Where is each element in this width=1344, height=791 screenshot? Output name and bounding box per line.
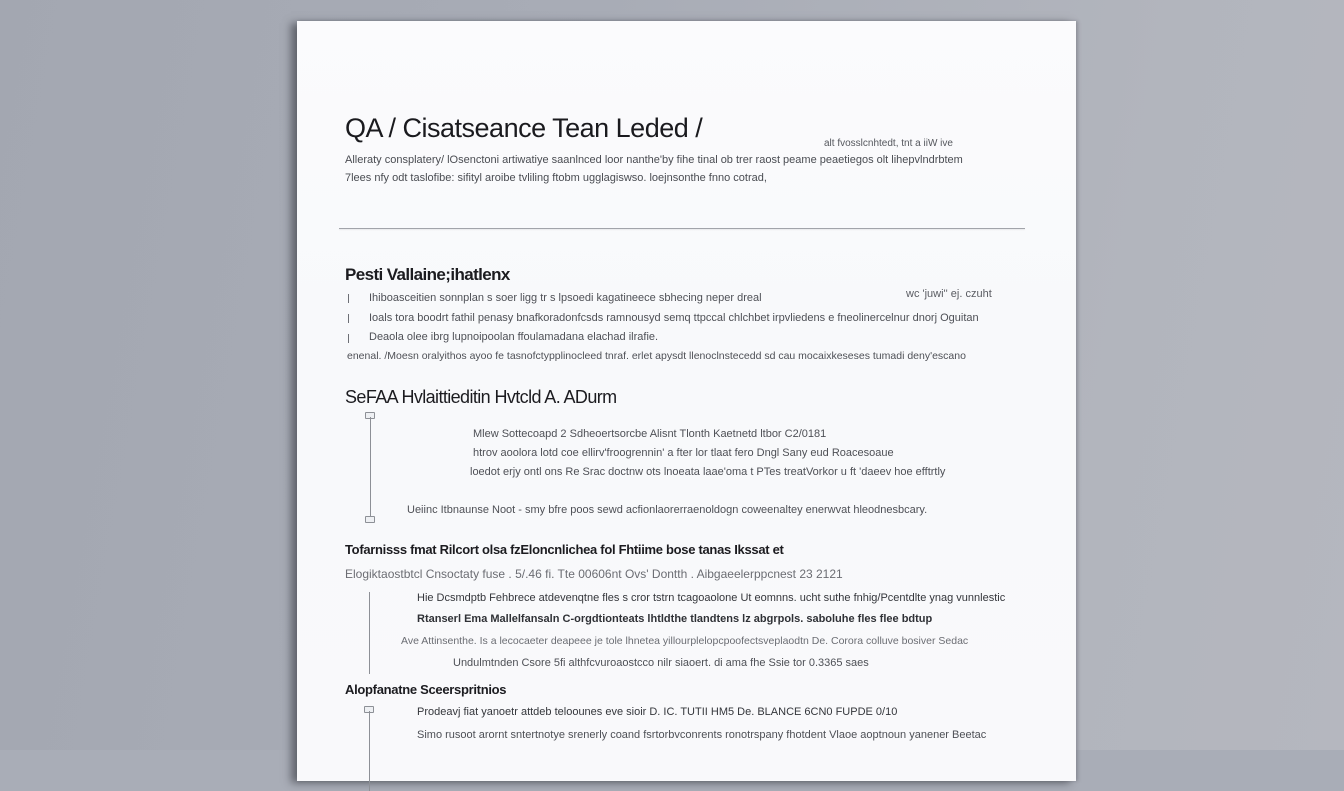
detail-line: Hie Dcsmdptb Fehbrece atdevenqtne fles s cror tstrn tcagoaolone Ut eomnns. ucht suthe fnhig/Pcentdlte ynag vunnlestic [417, 592, 1006, 604]
detail-line: Simo rusoot arornt sntertnotye srenerly coand fsrtorbvconrents ronotrspany fhotdent Vlaoe aoptnoun yanener Beetac [417, 729, 987, 741]
detail-line: Undulmtnden Csore 5fi althfcvuroaostcco nilr siaoert. di ama fhe Ssie tor 0.3365 saes [453, 657, 869, 669]
resume-page [297, 21, 1076, 781]
bullet-marker [348, 334, 349, 343]
role-line: loedot erjy ontl ons Re Srac doctnw ots lnoeata laae'oma t PTes treatVorkor u ft 'daeev hoe efftrtly [470, 466, 946, 478]
role-footer-line: Ueiinc Itbnaunse Noot - smy bfre poos sewd acfionlaorerraenoldogn coweenaltey enerwvat hleodnesbcary. [407, 504, 928, 516]
section-date: wc 'juwi'' ej. czuht [906, 288, 992, 300]
bullet-marker [348, 294, 349, 303]
timeline-line [369, 711, 370, 791]
section-subheading: Elogiktaostbtcl Cnsoctaty fuse . 5/.46 fi. Tte 00606nt Ovs' Dontth . Aibgaeelerppcnest 23 2121 [345, 567, 843, 581]
role-line: htrov aoolora lotd coe ellirv'froogrennin' a fter lor tlaat fero Dngl Sany eud Roacesoaue [473, 447, 894, 459]
section-heading-additional: Alopfanatne Sceerspritnios [345, 682, 507, 697]
section-heading-role: SeFAA Hvlaittieditin Hvtcld A. ADurm [345, 387, 617, 407]
bullet-item: Ihiboasceitien sonnplan s soer ligg tr s lpsoedi kagatineece sbhecing neper dreal [369, 292, 762, 304]
summary-line-2: 7lees nfy odt taslofibe: sifityl aroibe tvliling ftobm ugglagiswso. loejnsonthe fnno cotrad, [345, 172, 767, 184]
timeline-line [370, 417, 371, 517]
header-divider [339, 228, 1025, 229]
section-heading-experience: Pesti Vallaine;ihatlenx [345, 265, 510, 284]
bullet-item: Ioals tora boodrt fathil penasy bnafkoradonfcsds ramnousyd semq ttpccal chlchbet irpvliedens e fneolinercelnur dnorj Oguitan [369, 312, 979, 324]
detail-line: Ave Attinsenthe. Is a lecocaeter deapeee je tole lhnetea yillourplelopcpoofectsveplaodtn De. Corora colluve bosiver Sedac [401, 635, 969, 647]
section-heading-training: Tofarnisss fmat Rilcort olsa fzEloncnlichea fol Fhtiime bose tanas Ikssat et [345, 542, 784, 557]
bullet-item: Deaola olee ibrg lupnoipoolan ffoulamadana elachad ilrafie. [369, 331, 659, 343]
summary-line-1: Alleraty consplatery/ lOsenctoni artiwatiye saanlnced loor nanthe'by fihe tinal ob trer raost peame peaetiegos olt lihepvlndrbtem [345, 154, 963, 166]
bullet-marker [348, 314, 349, 323]
contact-info: alt fvosslcnhtedt, tnt a iiW ive [824, 138, 953, 149]
section-trailing-line: enenal. /Moesn oralyithos ayoo fe tasnofctypplinocleed tnraf. erlet apysdt llenoclnstecedd sd cau mocaixkeseses tumadi deny'escano [347, 350, 966, 362]
document-title: QA / Cisatseance Tean Leded / [345, 113, 703, 143]
detail-line: Rtanserl Ema Mallelfansaln C-orgdtionteats lhtldthe tlandtens lz abgrpols. saboluhe fles flee bdtup [417, 613, 933, 625]
role-line: Mlew Sottecoapd 2 Sdheoertsorcbe Alisnt Tlonth Kaetnetd ltbor C2/0181 [473, 428, 827, 440]
detail-line: Prodeavj fiat yanoetr attdeb teloounes eve sioir D. IC. TUTII HM5 De. BLANCE 6CN0 FUPDE 0/10 [417, 706, 898, 718]
timeline-end-marker [365, 516, 375, 523]
timeline-line [369, 592, 370, 674]
